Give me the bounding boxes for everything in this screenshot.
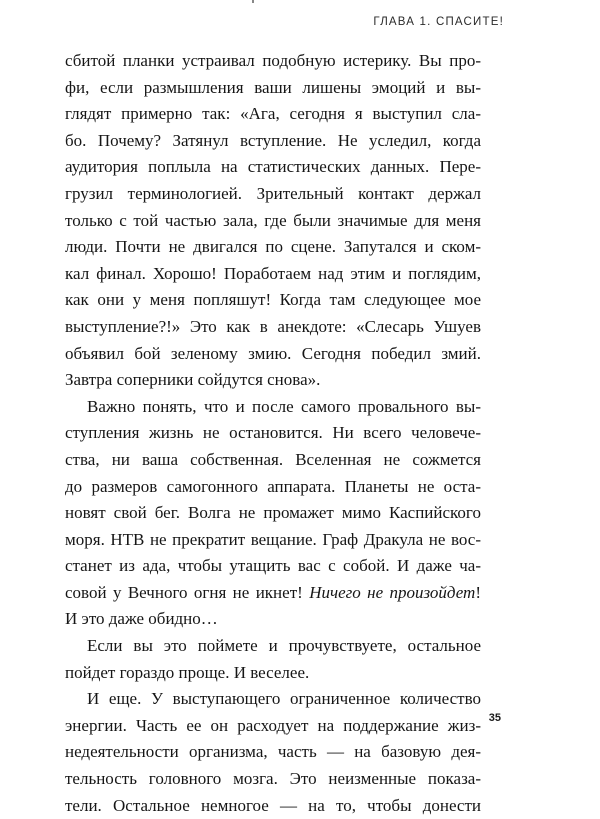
- text-line: [65, 527, 481, 554]
- text-line: [65, 128, 481, 155]
- page-number: 35: [488, 712, 501, 724]
- text-line: [65, 447, 481, 474]
- text-line-content: новят свой бег. Волга не промажет мимо Каспийского: [65, 503, 481, 523]
- text-line-content: совой у Вечного огня не икнет!: [65, 582, 310, 602]
- text-line-content: энергии. Часть ее он расходует на поддержание жиз-: [65, 715, 481, 735]
- text-line-content: тели. Остальное немногое — на то, чтобы донести: [65, 795, 481, 815]
- text-line-tail: !: [475, 582, 481, 602]
- text-line: [65, 341, 481, 368]
- text-line-content: грузил терминологией. Зрительный контакт держал: [65, 183, 481, 203]
- body-text: [65, 48, 481, 819]
- text-line-content: объявил бой зеленому змию. Сегодня победил змий.: [65, 343, 481, 363]
- text-line: [65, 686, 481, 713]
- text-line-content: до размеров самогонного аппарата. Планеты не оста-: [65, 476, 481, 496]
- text-line-content: бо. Почему? Затянул вступление. Не уследил, когда: [65, 130, 481, 150]
- text-line: [65, 234, 481, 261]
- text-line-content: как они у меня попляшут! Когда там следующее мое: [65, 290, 481, 310]
- text-line: [65, 660, 481, 687]
- text-line-content: тельность головного мозга. Это неизменные показа-: [65, 769, 481, 789]
- text-line-content: Если вы это поймете и прочувствуете, остальное: [87, 636, 481, 656]
- text-line: [65, 500, 481, 527]
- text-line-content: сбитой планки устраивал подобную истерику. Вы про-: [65, 51, 481, 70]
- text-line-content: пойдет гораздо проще. И веселее.: [65, 662, 310, 682]
- text-line: [65, 606, 481, 633]
- text-line: [65, 394, 481, 421]
- text-line: [65, 287, 481, 314]
- text-line-content: кал финал. Хорошо! Поработаем над этим и поглядим,: [65, 263, 481, 283]
- text-line-content: И это даже обидно…: [65, 609, 218, 629]
- text-line: [65, 314, 481, 341]
- text-line: [65, 367, 481, 394]
- text-line-content: И еще. У выступающего ограниченное количество: [87, 689, 481, 709]
- text-line-content: выступление?!» Это как в анекдоте: «Слесарь Ушуев: [65, 316, 481, 336]
- top-edge-mark: [252, 0, 254, 3]
- text-line: [65, 739, 481, 766]
- text-line-content: только с той частью зала, где были значимые для меня: [65, 210, 481, 230]
- text-line: [65, 474, 481, 501]
- text-line-content: фи, если размышления ваши лишены эмоций и вы-: [65, 77, 481, 97]
- text-line: [65, 420, 481, 447]
- text-line-content: недеятельности организма, часть — на базовую дея-: [65, 742, 481, 762]
- text-line: [65, 181, 481, 208]
- text-line-content: глядят примерно так: «Ага, сегодня я выступил сла-: [65, 104, 481, 124]
- text-line: [65, 75, 481, 102]
- text-line: [65, 154, 481, 181]
- text-line-content: моря. НТВ не прекратит вещание. Граф Дракула не вос-: [65, 529, 481, 549]
- text-line-content: Завтра соперники сойдутся снова».: [65, 370, 321, 390]
- text-line: [65, 261, 481, 288]
- text-line: [65, 553, 481, 580]
- text-line: [65, 208, 481, 235]
- text-line: [65, 48, 481, 75]
- text-line-content: ступления жизнь не остановится. Ни всего человече-: [65, 423, 481, 443]
- text-line: [65, 580, 481, 607]
- italic-phrase: Ничего не произойдет: [309, 582, 476, 602]
- text-line-content: люди. Почти не двигался по сцене. Запутался и ском-: [65, 237, 481, 257]
- text-line: [65, 766, 481, 793]
- text-line-content: аудитория поплыла на статистических данных. Пере-: [65, 157, 481, 177]
- text-line: [65, 101, 481, 128]
- text-line-content: станет из ада, чтобы утащить вас с собой. И даже ча-: [65, 556, 481, 576]
- text-line: [65, 633, 481, 660]
- text-line: [65, 713, 481, 740]
- text-line-content: Важно понять, что и после самого провального вы-: [87, 396, 481, 416]
- text-line: [65, 793, 481, 819]
- running-header: ГЛАВА 1. СПАСИТЕ!: [373, 16, 504, 28]
- text-line-content: ства, ни ваша собственная. Вселенная не сожмется: [65, 449, 481, 469]
